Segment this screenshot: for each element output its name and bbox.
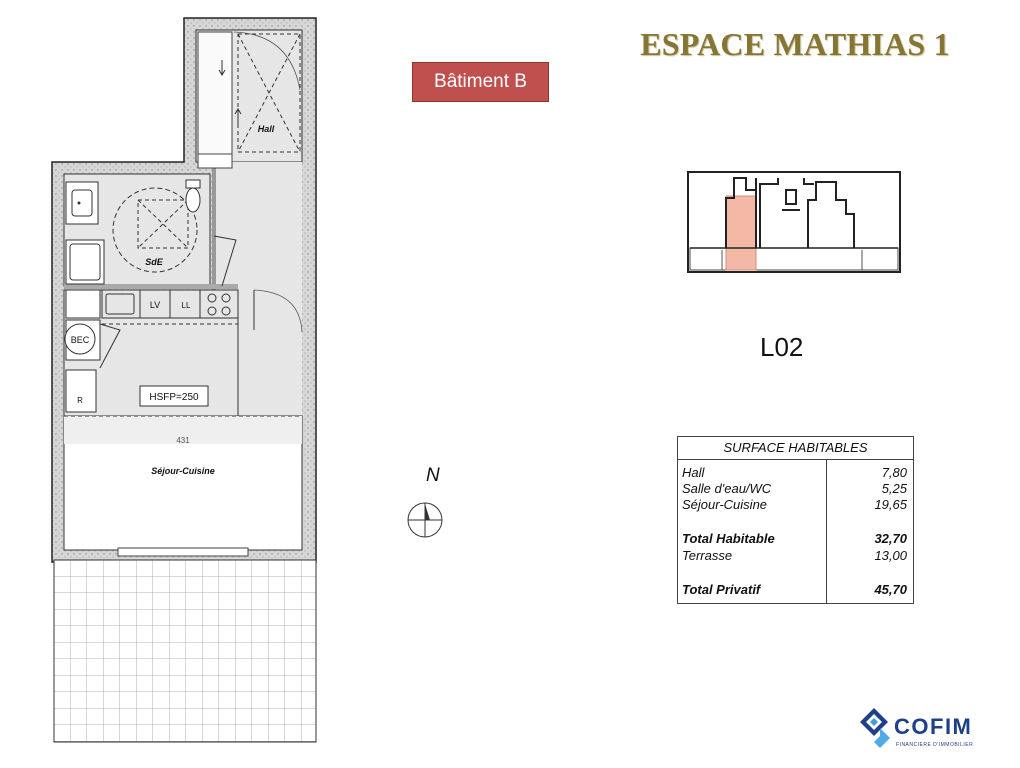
room-label-sejour: Séjour-Cuisine: [151, 466, 215, 476]
terrace: [54, 560, 316, 742]
row-value: 5,25: [881, 481, 907, 496]
row-label: Salle d'eau/WC: [682, 481, 772, 496]
table-row: [682, 497, 907, 513]
row-label: Total Privatif: [682, 582, 761, 597]
row-label: Terrasse: [682, 548, 733, 563]
key-plan: [686, 170, 902, 274]
north-label: N: [426, 465, 440, 486]
surface-table: [677, 436, 914, 604]
dimension-label: 431: [176, 436, 190, 445]
row-value: 7,80: [881, 465, 907, 480]
fixture-label-lv: LV: [149, 300, 161, 310]
row-value: 13,00: [874, 548, 907, 563]
floor-plan: [0, 0, 360, 768]
fixture-label-bec: BEC: [70, 335, 90, 345]
table-row: [682, 481, 907, 497]
surface-table-title: SURFACE HABITABLES: [678, 437, 913, 460]
row-label: Hall: [682, 465, 705, 480]
row-label: Séjour-Cuisine: [682, 497, 768, 512]
logo-tagline: FINANCIERE D'IMMOBILIER: [896, 742, 974, 748]
lot-number: L02: [760, 332, 804, 362]
cofim-logo: [858, 704, 998, 756]
table-row: [682, 531, 907, 547]
row-label: Total Habitable: [682, 531, 775, 546]
room-label-hall: Hall: [257, 124, 275, 134]
fixture-label-hsfp: HSFP=250: [149, 392, 199, 403]
table-row: [682, 582, 907, 598]
row-value: 32,70: [874, 531, 907, 546]
table-row: [682, 465, 907, 481]
cofim-logo-icon: [860, 708, 890, 748]
table-row: [682, 548, 907, 564]
fixture-label-r: R: [77, 396, 83, 405]
row-value: 19,65: [874, 497, 907, 512]
project-title: ESPACE MATHIAS 1: [640, 26, 950, 62]
building-badge: Bâtiment B: [412, 62, 549, 102]
compass-icon: [402, 500, 448, 540]
logo-text: COFIM: [894, 714, 973, 739]
fixture-label-ll: LL: [181, 301, 191, 310]
row-value: 45,70: [874, 582, 907, 597]
room-label-sde: SdE: [145, 257, 163, 267]
highlighted-unit: [726, 196, 756, 270]
